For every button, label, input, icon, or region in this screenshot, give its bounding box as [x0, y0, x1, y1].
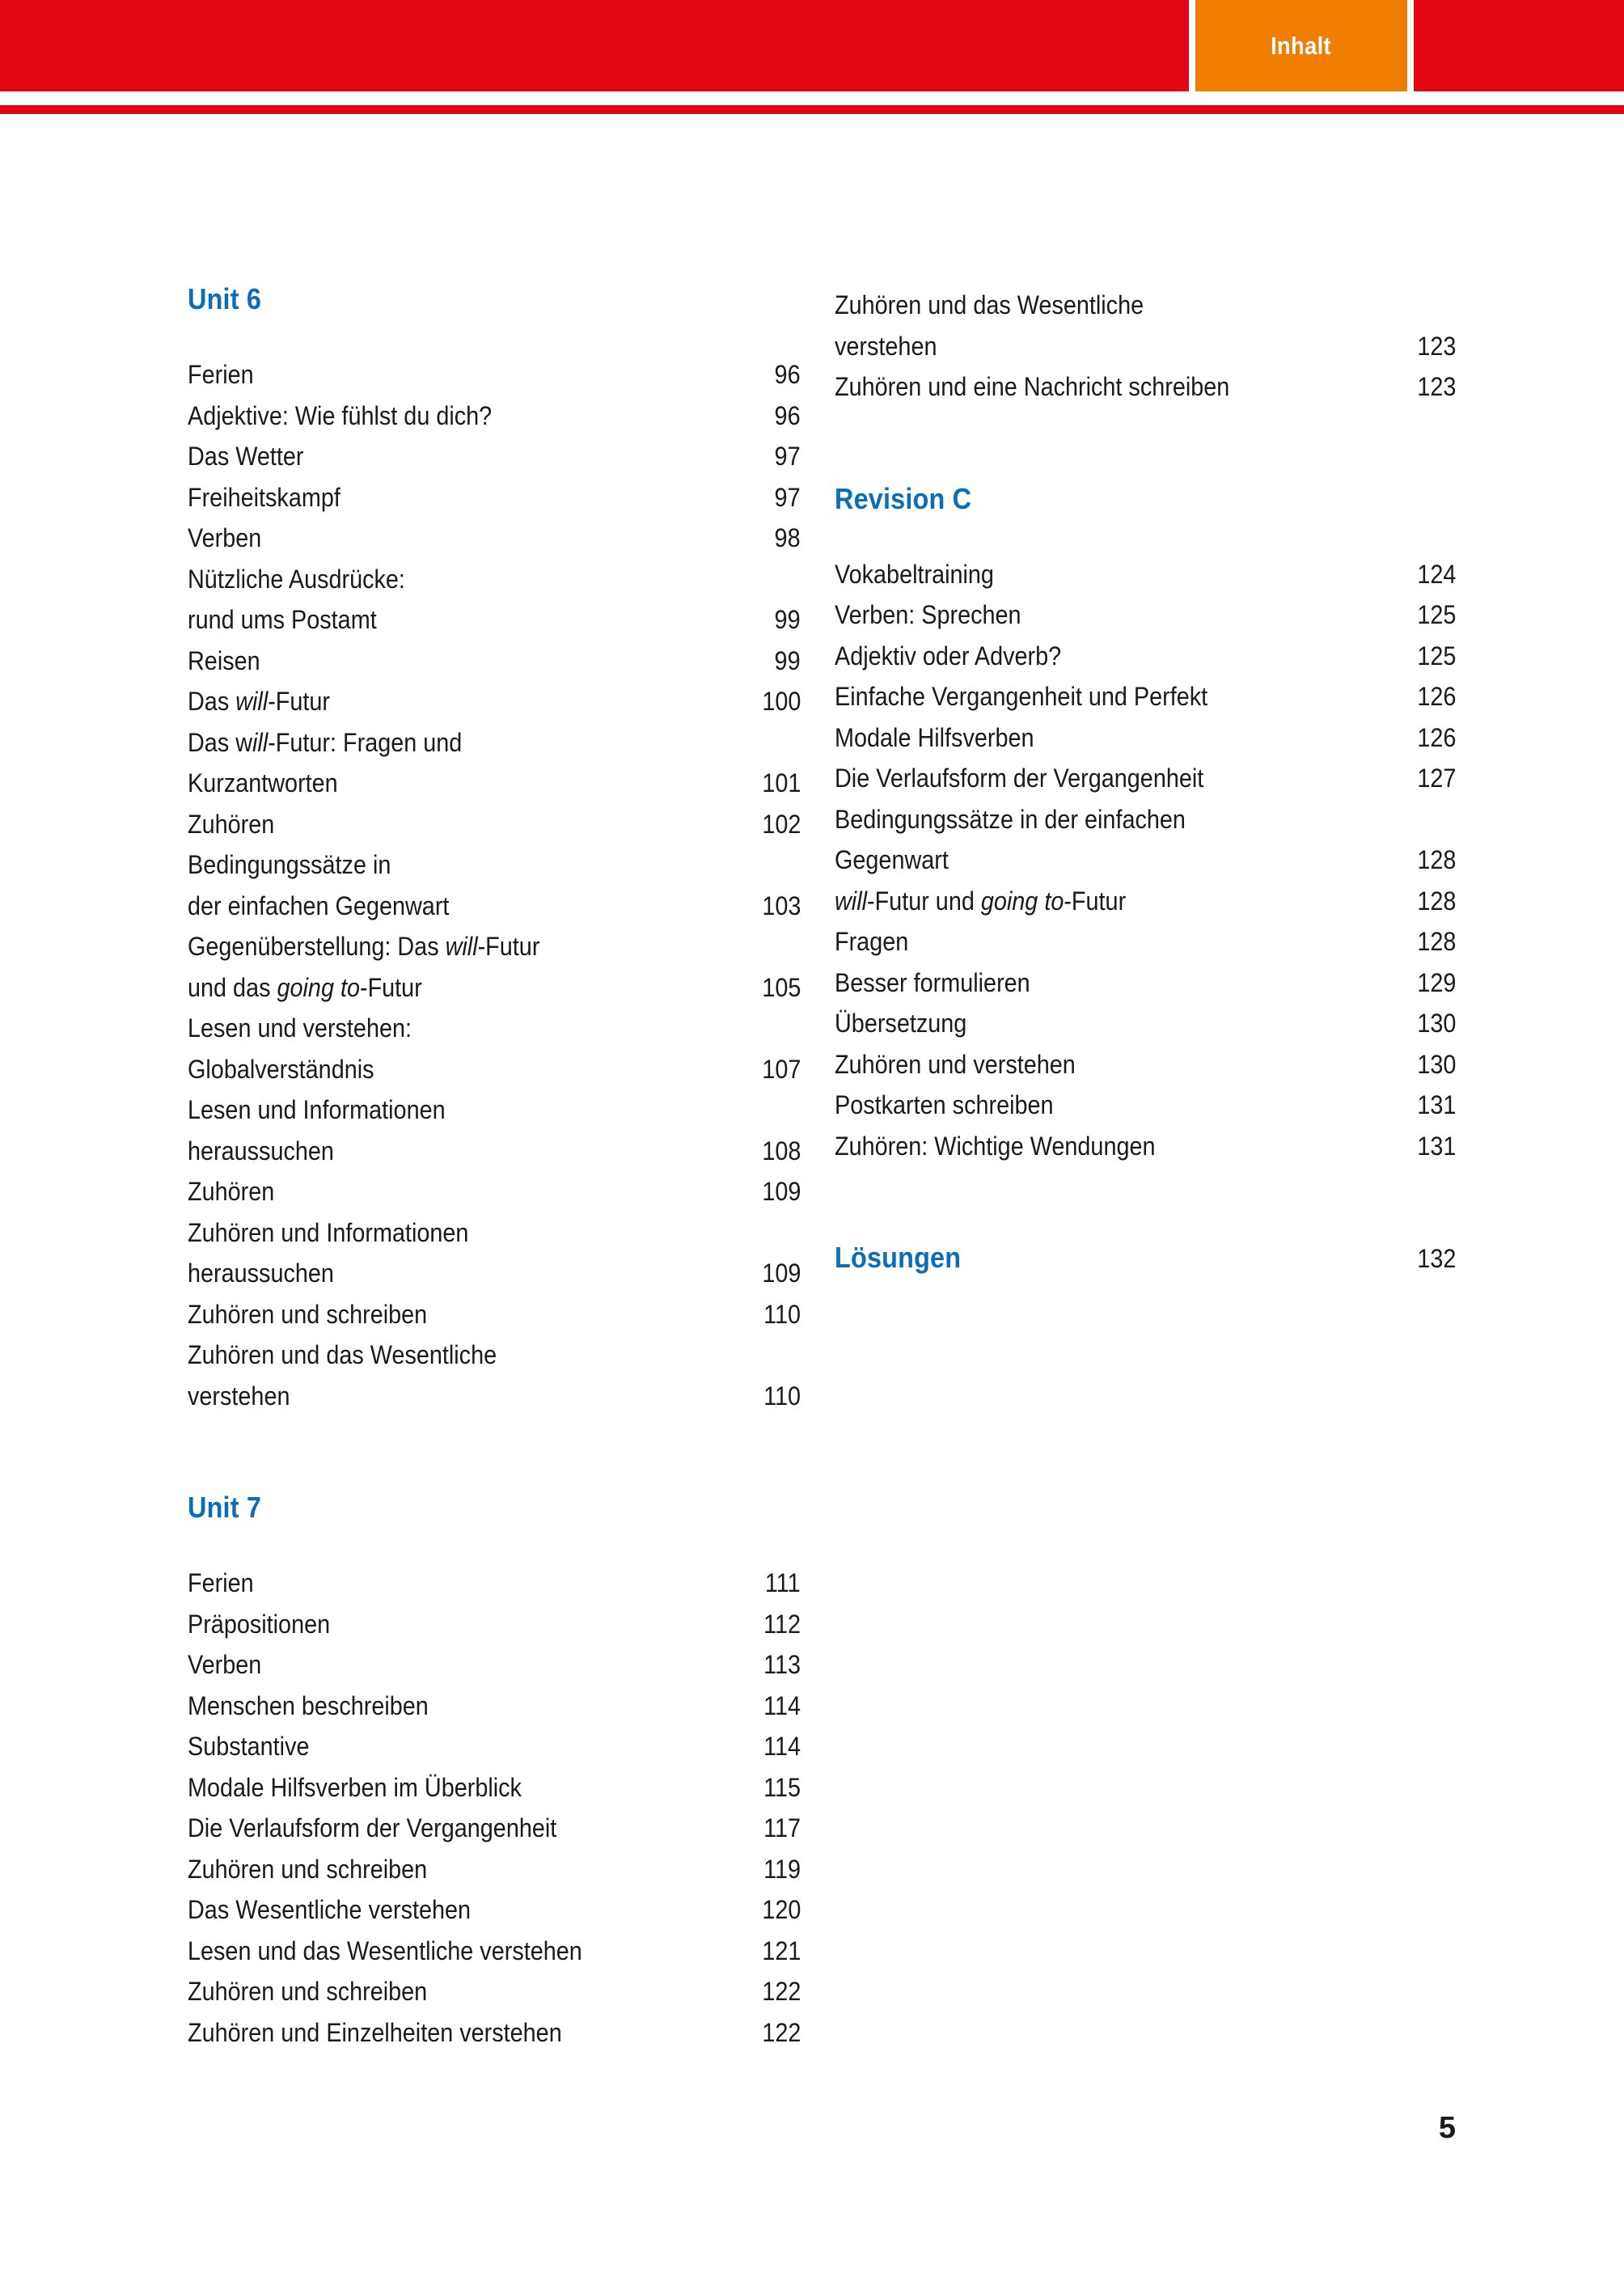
toc-entry[interactable] [188, 354, 801, 396]
header-tab-gap-left [1189, 0, 1195, 91]
toc-entry[interactable] [835, 1003, 1456, 1044]
section-heading-loesungen-row [835, 1243, 1456, 1284]
toc-entry-page-number: 131 [1416, 1090, 1456, 1119]
toc-entry[interactable] [188, 1089, 801, 1131]
toc-entry-label: Ferien [188, 360, 254, 389]
heading-spacer [835, 514, 1456, 554]
toc-entry-label: Das Wetter [188, 442, 304, 471]
toc-entry-page-number: 100 [761, 687, 801, 716]
toc-entry[interactable] [188, 1726, 801, 1767]
toc-entry[interactable] [188, 1604, 801, 1645]
toc-list-unit-7 [188, 1563, 801, 2053]
heading-spacer [188, 1522, 801, 1563]
toc-entry-page-number: 108 [761, 1136, 801, 1166]
header-section-tab-label: Inhalt [1271, 31, 1332, 60]
toc-entry-label: Nützliche Ausdrücke: [188, 564, 405, 594]
toc-entry-label: will-Futur und going to-Futur [835, 886, 1127, 916]
toc-entry[interactable] [835, 758, 1456, 799]
toc-entry[interactable] [835, 840, 1456, 881]
toc-entry-page-number: 112 [763, 1609, 801, 1639]
toc-entry[interactable] [188, 1563, 801, 1604]
toc-entry-page-number: 117 [763, 1813, 801, 1842]
toc-list-unit-6 [188, 354, 801, 1416]
toc-entry-page-number: 123 [1416, 331, 1456, 361]
toc-entry-page-number: 96 [774, 360, 801, 389]
toc-entry-label: Verben [188, 523, 262, 552]
toc-entry-label: Präpositionen [188, 1609, 331, 1639]
toc-entry-page-number: 109 [761, 1177, 801, 1206]
toc-entry-label: Ferien [188, 1568, 254, 1597]
toc-entry-label: Menschen beschreiben [188, 1690, 429, 1720]
toc-entry-label: Einfache Vergangenheit und Perfekt [835, 682, 1208, 711]
toc-entry-page-number: 97 [774, 482, 801, 512]
toc-entry-page-number: 99 [774, 645, 801, 675]
toc-entry-page-number: 103 [761, 891, 801, 920]
toc-entry-label: Globalverständnis [188, 1054, 374, 1084]
toc-entry-label: Zuhören und schreiben [188, 1854, 428, 1884]
toc-entry[interactable] [188, 844, 801, 886]
header-section-tab [1195, 0, 1407, 91]
toc-entry-label: Zuhören [188, 1177, 275, 1206]
toc-entry[interactable] [835, 676, 1456, 717]
toc-entry[interactable] [835, 1126, 1456, 1167]
toc-entry[interactable] [188, 1171, 801, 1212]
toc-entry-page-number: 101 [761, 768, 801, 797]
toc-entry-page-number: 114 [763, 1732, 801, 1761]
header-rule [0, 105, 1624, 114]
section-gap [835, 1166, 1456, 1243]
toc-entry[interactable] [835, 1085, 1456, 1126]
toc-entry[interactable] [188, 1212, 801, 1254]
section-heading-unit-7: Unit 7 [188, 1491, 262, 1524]
toc-entry-label: Lesen und verstehen: [188, 1013, 412, 1043]
toc-entry-label: Zuhören und Informationen [188, 1217, 469, 1247]
toc-entry[interactable] [188, 1808, 801, 1849]
toc-entry[interactable] [188, 396, 801, 437]
toc-entry-page-number: 115 [763, 1772, 801, 1802]
toc-list-revision-c [835, 554, 1456, 1167]
toc-entry-label: verstehen [188, 1381, 290, 1411]
toc-entry-page-number: 122 [761, 1977, 801, 2006]
toc-entry[interactable] [188, 1131, 801, 1172]
toc-entry[interactable] [188, 1849, 801, 1890]
toc-entry[interactable] [188, 1767, 801, 1809]
toc-entry-label: Lesen und das Wesentliche verstehen [188, 1936, 582, 1965]
toc-entry-label: rund ums Postamt [188, 605, 377, 634]
toc-entry-label: heraussuchen [188, 1259, 334, 1288]
toc-entry-page-number: 129 [1416, 967, 1456, 997]
toc-entry-page-number: 107 [761, 1054, 801, 1084]
toc-entry-label: Die Verlaufsform der Vergangenheit [835, 764, 1204, 793]
toc-entry[interactable] [188, 1376, 801, 1417]
toc-entry[interactable] [188, 1971, 801, 2012]
toc-entry-page-number: 128 [1416, 886, 1456, 916]
toc-entry-page-number: 121 [761, 1936, 801, 1965]
toc-entry-page-number: 128 [1416, 845, 1456, 874]
toc-entry[interactable] [188, 518, 801, 559]
toc-entry-page-number: 102 [761, 809, 801, 839]
toc-entry-page-number: 125 [1416, 600, 1456, 629]
toc-entry-label: Adjektive: Wie fühlst du dich? [188, 400, 493, 430]
toc-entry[interactable] [188, 1049, 801, 1090]
toc-entry-label: Zuhören und Einzelheiten verstehen [188, 2017, 562, 2047]
toc-entry-label: Zuhören und eine Nachricht schreiben [835, 372, 1230, 401]
toc-entry[interactable] [188, 1889, 801, 1931]
toc-entry[interactable] [835, 921, 1456, 962]
toc-entry-page-number: 97 [774, 442, 801, 471]
toc-entry-label: Adjektiv oder Adverb? [835, 641, 1062, 671]
toc-entry-page-number: 113 [763, 1650, 801, 1679]
toc-entry-label: Fragen [835, 927, 909, 956]
toc-entry-label: Besser formulieren [835, 967, 1030, 997]
toc-entry-page-number: 98 [774, 523, 801, 552]
toc-entry-label: Verben [188, 1650, 262, 1679]
toc-entry-label: Reisen [188, 645, 260, 675]
toc-entry-label: Das Wesentliche verstehen [188, 1895, 472, 1924]
toc-entry-label: Zuhören und das Wesentliche [188, 1340, 497, 1369]
toc-entry-label: Zuhören und schreiben [188, 1977, 428, 2006]
toc-entry-page-number: 111 [765, 1568, 801, 1597]
toc-column-right [835, 285, 1456, 1284]
toc-entry-page-number: 96 [774, 400, 801, 430]
toc-entry-label: Lesen und Informationen [188, 1095, 446, 1124]
toc-entry-label: Die Verlaufsform der Vergangenheit [188, 1813, 557, 1842]
heading-spacer [188, 314, 801, 354]
toc-entry[interactable] [188, 436, 801, 477]
toc-entry-label: Gegenwart [835, 845, 949, 874]
section-heading-unit-6: Unit 6 [188, 282, 262, 315]
toc-entry[interactable] [188, 722, 801, 764]
toc-entry[interactable] [188, 477, 801, 518]
toc-entry[interactable] [188, 599, 801, 641]
toc-entry[interactable] [188, 886, 801, 927]
toc-entry-label: Zuhören [188, 809, 275, 839]
toc-entry-label: heraussuchen [188, 1136, 334, 1166]
page-header-band [0, 0, 1624, 91]
toc-entry-page-number: 120 [761, 1895, 801, 1924]
toc-entry[interactable] [835, 326, 1456, 367]
section-heading-loesungen: Lösungen [835, 1241, 962, 1274]
toc-entry[interactable] [188, 641, 801, 682]
toc-entry-label: Postkarten schreiben [835, 1090, 1054, 1119]
toc-entry-label: Substantive [188, 1732, 310, 1761]
toc-entry[interactable] [188, 2012, 801, 2054]
toc-entry[interactable] [188, 926, 801, 967]
toc-entry-label: Das will-Futur [188, 687, 331, 716]
toc-entry-page-number: 130 [1416, 1009, 1456, 1038]
toc-entry[interactable] [188, 763, 801, 804]
toc-entry-page-number: 109 [761, 1259, 801, 1288]
toc-entry[interactable] [835, 881, 1456, 922]
toc-entry[interactable] [188, 1931, 801, 1972]
section-heading-revision-c: Revision C [835, 481, 972, 515]
toc-entry[interactable] [835, 636, 1456, 677]
toc-entry[interactable] [188, 1008, 801, 1049]
toc-list-unit-7-continued [835, 285, 1456, 408]
toc-entry-page-number: 119 [763, 1854, 801, 1884]
toc-entry-label: Verben: Sprechen [835, 600, 1021, 629]
toc-entry-label: Bedingungssätze in [188, 850, 391, 879]
toc-entry-label: Modale Hilfsverben [835, 722, 1034, 752]
toc-entry[interactable] [188, 1335, 801, 1376]
toc-entry-label: Bedingungssätze in der einfachen [835, 804, 1186, 834]
toc-entry[interactable] [835, 799, 1456, 840]
toc-entry[interactable] [188, 1686, 801, 1727]
toc-entry-page-number: 114 [763, 1690, 801, 1720]
toc-entry[interactable] [188, 1253, 801, 1294]
toc-entry-page-number: 110 [763, 1381, 801, 1411]
toc-entry-label: Gegenüberstellung: Das will-Futur [188, 932, 540, 961]
toc-entry[interactable] [835, 962, 1456, 1004]
toc-entry[interactable] [188, 967, 801, 1009]
toc-entry-label: Freiheitskampf [188, 482, 340, 512]
toc-entry-page-number: 110 [763, 1299, 801, 1329]
toc-entry-page-number: 126 [1416, 722, 1456, 752]
page-number-folio: 5 [1438, 2111, 1456, 2145]
toc-entry[interactable] [188, 1644, 801, 1686]
toc-entry-page-number: 127 [1416, 764, 1456, 793]
toc-entry-label: Zuhören und schreiben [188, 1299, 428, 1329]
toc-entry-label: Zuhören: Wichtige Wendungen [835, 1131, 1156, 1161]
toc-entry-page-number: 124 [1416, 559, 1456, 589]
toc-entry[interactable] [188, 681, 801, 722]
toc-entry[interactable] [188, 1294, 801, 1335]
toc-entry-page-number: 105 [761, 972, 801, 1002]
toc-entry-label: Das will-Futur: Fragen und [188, 727, 463, 757]
toc-entry[interactable] [835, 366, 1456, 408]
toc-entry-page-number: 131 [1416, 1131, 1456, 1161]
toc-entry-label: und das going to-Futur [188, 972, 422, 1002]
toc-entry-page-number: 130 [1416, 1049, 1456, 1079]
toc-entry-label: verstehen [835, 331, 937, 361]
section-heading-loesungen-page: 132 [1416, 1244, 1456, 1273]
toc-entry-label: Vokabeltraining [835, 559, 994, 589]
toc-entry[interactable] [835, 554, 1456, 595]
toc-entry[interactable] [835, 1044, 1456, 1085]
toc-entry-label: Kurzantworten [188, 768, 338, 797]
toc-entry[interactable] [188, 804, 801, 845]
toc-entry-page-number: 123 [1416, 372, 1456, 401]
toc-entry-label: der einfachen Gegenwart [188, 891, 450, 920]
toc-entry-label: Modale Hilfsverben im Überblick [188, 1772, 522, 1802]
toc-entry-page-number: 126 [1416, 682, 1456, 711]
toc-entry-page-number: 125 [1416, 641, 1456, 671]
toc-entry[interactable] [835, 285, 1456, 326]
toc-entry-page-number: 122 [761, 2017, 801, 2047]
toc-entry-label: Übersetzung [835, 1009, 967, 1038]
toc-entry-label: Zuhören und das Wesentliche [835, 290, 1144, 319]
toc-entry-page-number: 128 [1416, 927, 1456, 956]
toc-entry-label: Zuhören und verstehen [835, 1049, 1076, 1079]
section-gap [188, 1416, 801, 1493]
toc-column-left [188, 282, 801, 2053]
toc-entry-page-number: 99 [774, 605, 801, 634]
header-tab-gap-right [1407, 0, 1414, 91]
section-gap [835, 408, 1456, 484]
toc-entry[interactable] [835, 717, 1456, 759]
toc-entry[interactable] [835, 594, 1456, 636]
toc-entry[interactable] [188, 559, 801, 600]
